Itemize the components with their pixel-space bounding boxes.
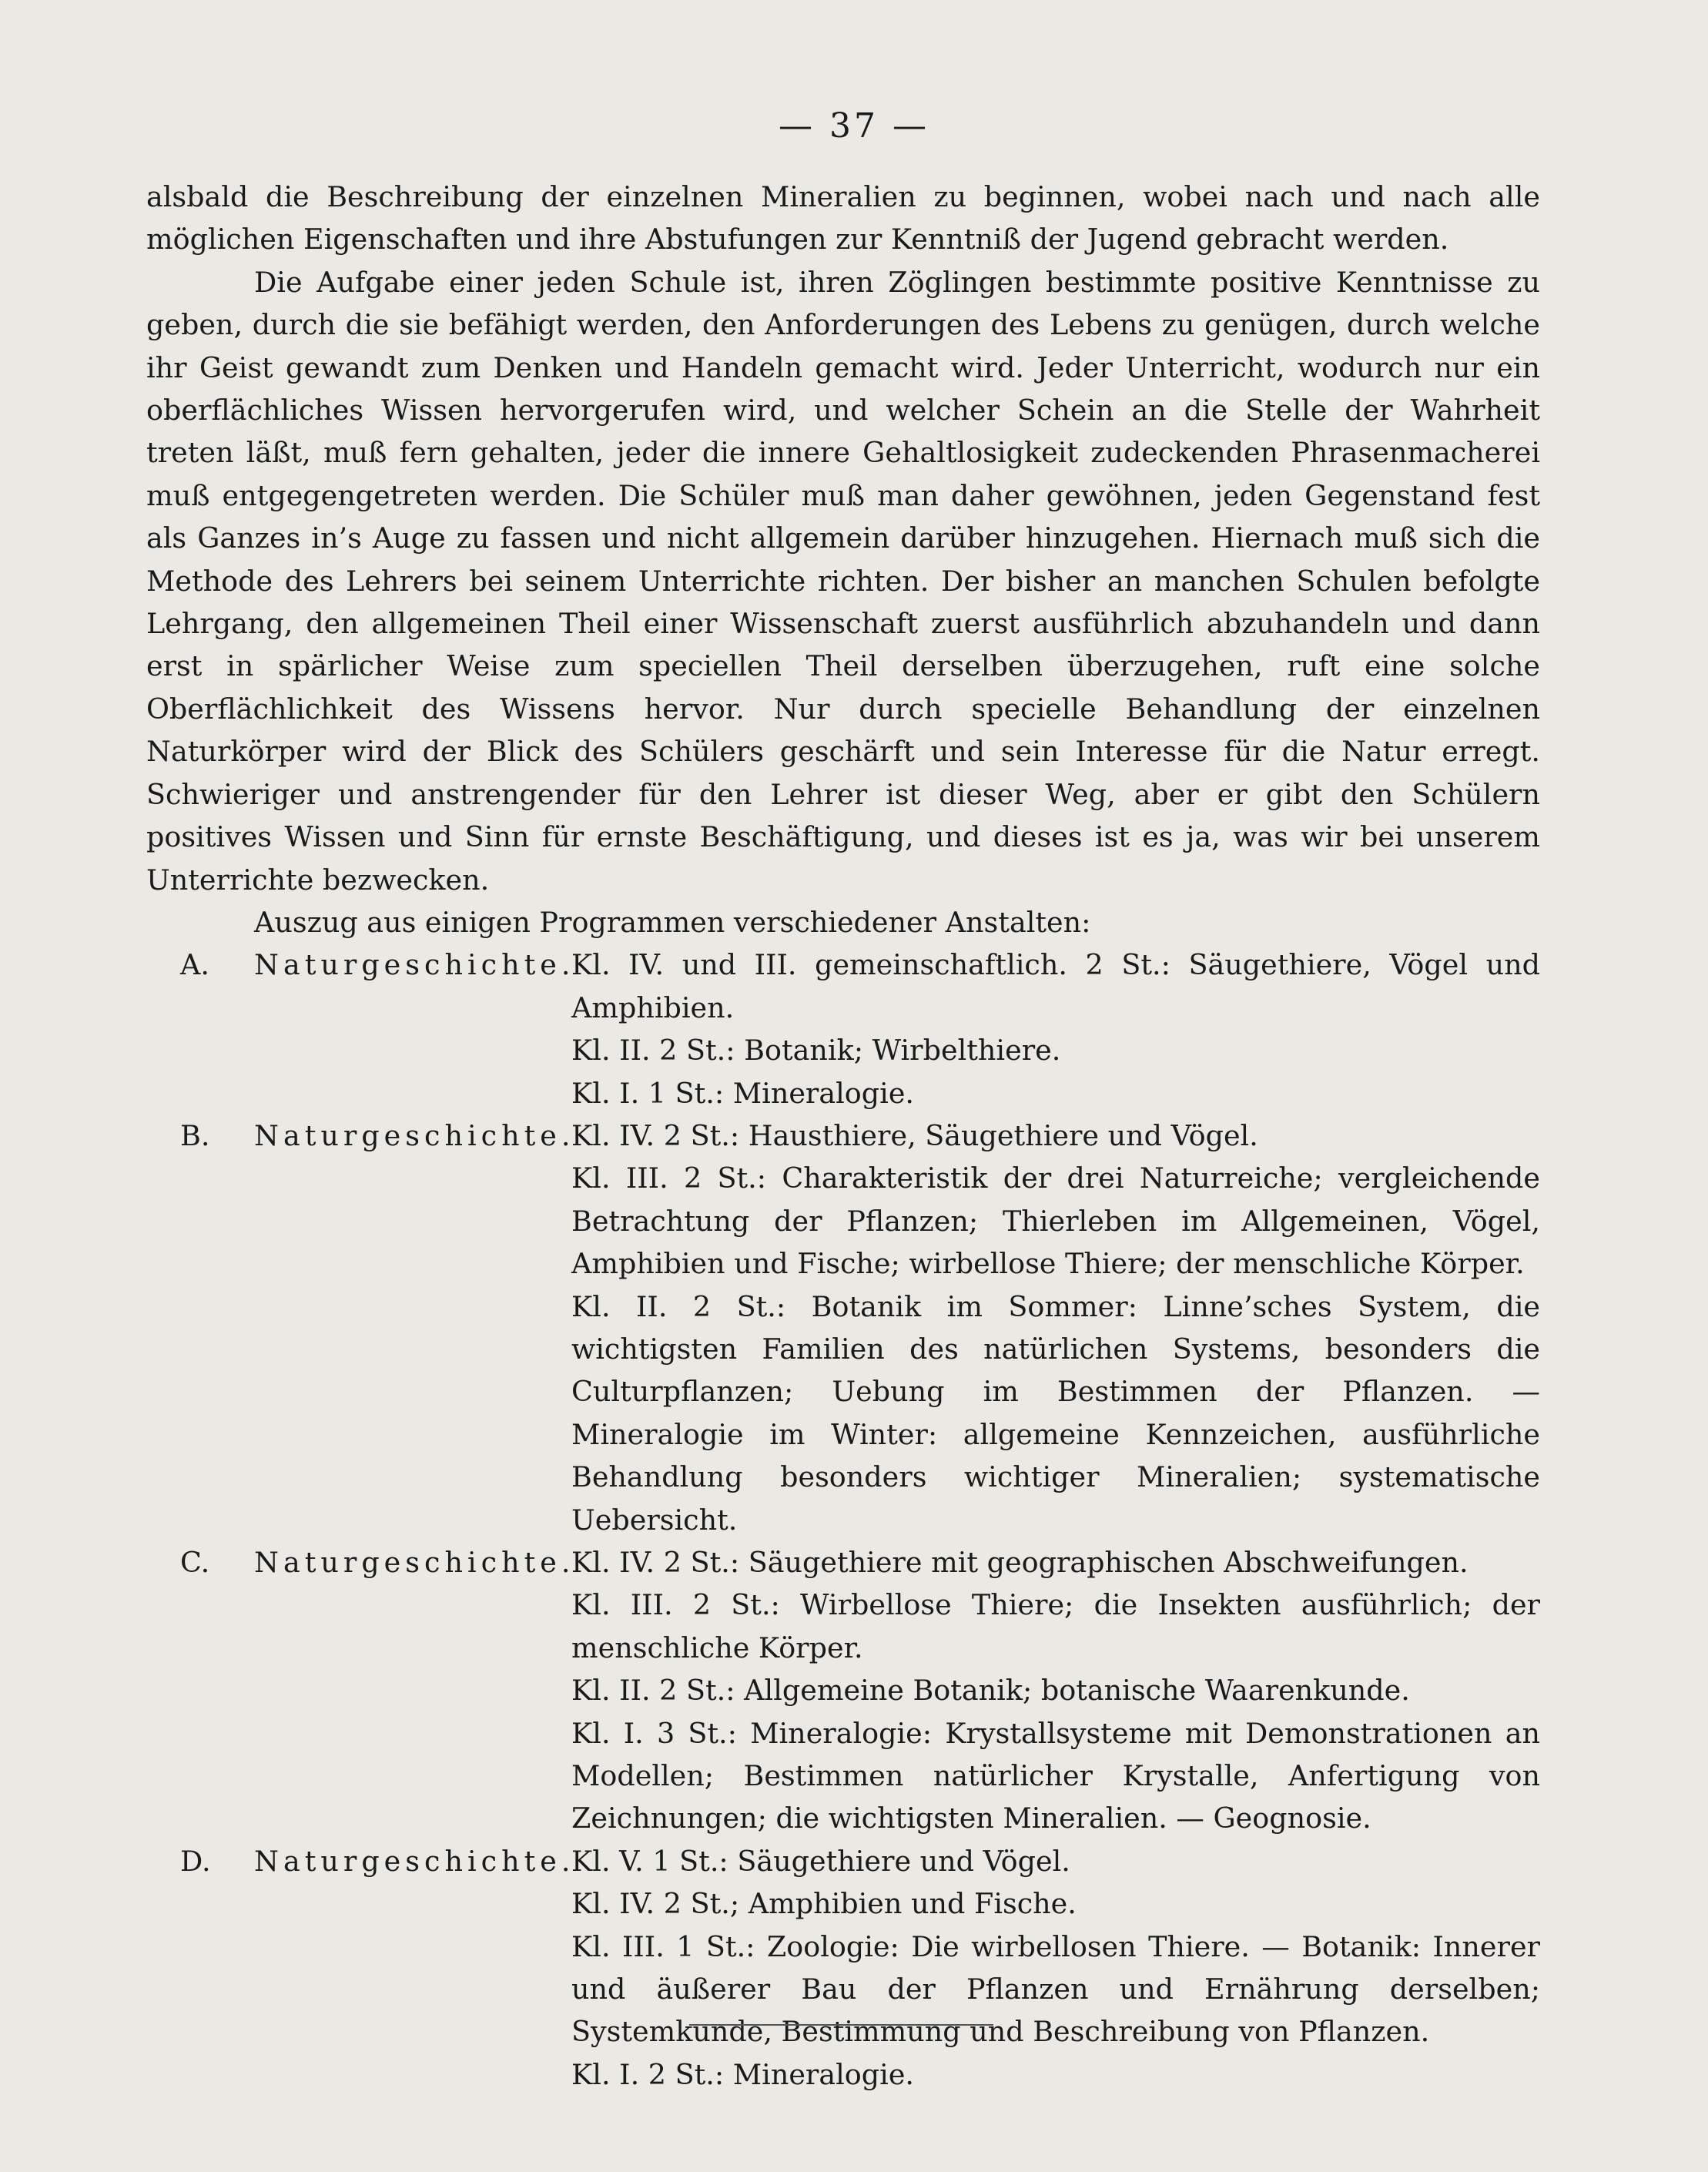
section-title: Naturgeschichte.	[254, 1118, 575, 1152]
section-entries	[571, 1840, 1540, 2096]
program-section-b	[146, 1114, 1540, 1541]
class-entry: Kl. IV. 2 St.: Hausthiere, Säugethiere und Vögel.	[571, 1118, 1258, 1152]
section-letter: B.	[180, 1118, 210, 1152]
class-entry: Kl. II. 2 St.: Allgemeine Botanik; botanische Waarenkunde.	[571, 1674, 1410, 1708]
program-section-a	[146, 944, 1540, 1114]
class-entry: Kl. I. 2 St.: Mineralogie.	[571, 2057, 915, 2091]
program-section-c	[146, 1541, 1540, 1840]
class-entry: Kl. III. 1 St.: Zoologie: Die wirbellosen Thiere. — Botanik: Innerer und äußerer Bau der Pflanzen und Ernährung derselben; Systemkunde, Bestimmung und Beschreibung von Pflanzen.	[571, 1929, 1540, 2049]
section-letter: C.	[180, 1546, 210, 1579]
section-letter: A.	[180, 948, 209, 982]
end-rule	[689, 2024, 993, 2026]
section-title: Naturgeschichte.	[254, 1546, 575, 1579]
section-entries	[571, 1114, 1540, 1541]
section-entries	[571, 1541, 1540, 1840]
section-title: Naturgeschichte.	[254, 1844, 575, 1878]
class-entry: Kl. IV. 2 St.; Amphibien und Fische.	[571, 1887, 1077, 1921]
section-letter: D.	[180, 1844, 211, 1878]
class-entry: Kl. II. 2 St.: Botanik; Wirbelthiere.	[571, 1034, 1061, 1068]
class-entry: Kl. III. 2 St.: Charakteristik der drei Naturreiche; vergleichende Betrachtung der Pflanzen; Thierleben im Allgemeinen, Vögel, Amphibien und Fische; wirbellose Thiere; der menschliche Körper.	[571, 1161, 1540, 1281]
class-entry: Kl. II. 2 St.: Botanik im Sommer: Linne’sches System, die wichtigsten Familien des natürlichen Systems, besonders die Culturpflanzen; Uebung im Bestimmen der Pflanzen. — Mineralogie im Winter: allgemeine Kennzeichen, ausführliche Behandlung besonders wichtiger Mineralien; systematische Uebersicht.	[571, 1289, 1540, 1537]
section-title: Naturgeschichte.	[254, 948, 575, 982]
body-paragraph: alsbald die Beschreibung der einzelnen Mineralien zu beginnen, wobei nach und nach alle möglichen Eigenschaften und ihre Abstufungen zur Kenntniß der Jugend gebracht werden.	[146, 180, 1540, 256]
page-number: — 37 —	[779, 106, 929, 146]
class-entry: Kl. I. 1 St.: Mineralogie.	[571, 1076, 915, 1110]
page-body	[146, 176, 1540, 2096]
body-paragraph: Die Aufgabe einer jeden Schule ist, ihren Zöglingen bestimmte positive Kenntnisse zu geben, durch die sie befähigt werden, den Anforderungen des Lebens zu genügen, durch welche ihr Geist gewandt zum Denken und Handeln gemacht wird. Jeder Unterricht, wodurch nur ein oberflächliches Wissen hervorgerufen wird, und welcher Schein an die Stelle der Wahrheit treten läßt, muß fern gehalten, jeder die innere Gehaltlosigkeit zudeckenden Phrasenmacherei muß entgegengetreten werden. Die Schüler muß man daher gewöhnen, jeden Gegenstand fest als Ganzes in’s Auge zu fassen und nicht allgemein darüber hinzugehen. Hiernach muß sich die Methode des Lehrers bei seinem Unterrichte richten. Der bisher an manchen Schulen befolgte Lehrgang, den allgemeinen Theil einer Wissenschaft zuerst ausführlich abzuhandeln und dann erst in spärlicher Weise zum speciellen Theil derselben überzugehen, ruft eine solche Oberflächlichkeit des Wissens hervor. Nur durch specielle Behandlung der einzelnen Naturkörper wird der Blick des Schülers geschärft und sein Interesse für die Natur erregt. Schwieriger und anstrengender für den Lehrer ist dieser Weg, aber er gibt den Schülern positives Wissen und Sinn für ernste Beschäftigung, und dieses ist es ja, was wir bei unserem Unterrichte bezwecken.	[146, 265, 1540, 897]
class-entry: Kl. IV. 2 St.: Säugethiere mit geographischen Abschweifungen.	[571, 1546, 1469, 1579]
class-entry: Kl. I. 3 St.: Mineralogie: Krystallsysteme mit Demonstrationen an Modellen; Bestimmen natürlicher Krystalle, Anfertigung von Zeichnungen; die wichtigsten Mineralien. — Geognosie.	[571, 1716, 1540, 1835]
class-entry: Kl. III. 2 St.: Wirbellose Thiere; die Insekten ausführlich; der menschliche Körper.	[571, 1588, 1540, 1664]
class-entry: Kl. IV. und III. gemeinschaftlich. 2 St.: Säugethiere, Vögel und Amphibien.	[571, 948, 1540, 1024]
program-section-d	[146, 1840, 1540, 2096]
excerpt-intro: Auszug aus einigen Programmen verschiedener Anstalten:	[254, 905, 1091, 939]
class-entry: Kl. V. 1 St.: Säugethiere und Vögel.	[571, 1844, 1070, 1878]
section-entries	[571, 944, 1540, 1114]
